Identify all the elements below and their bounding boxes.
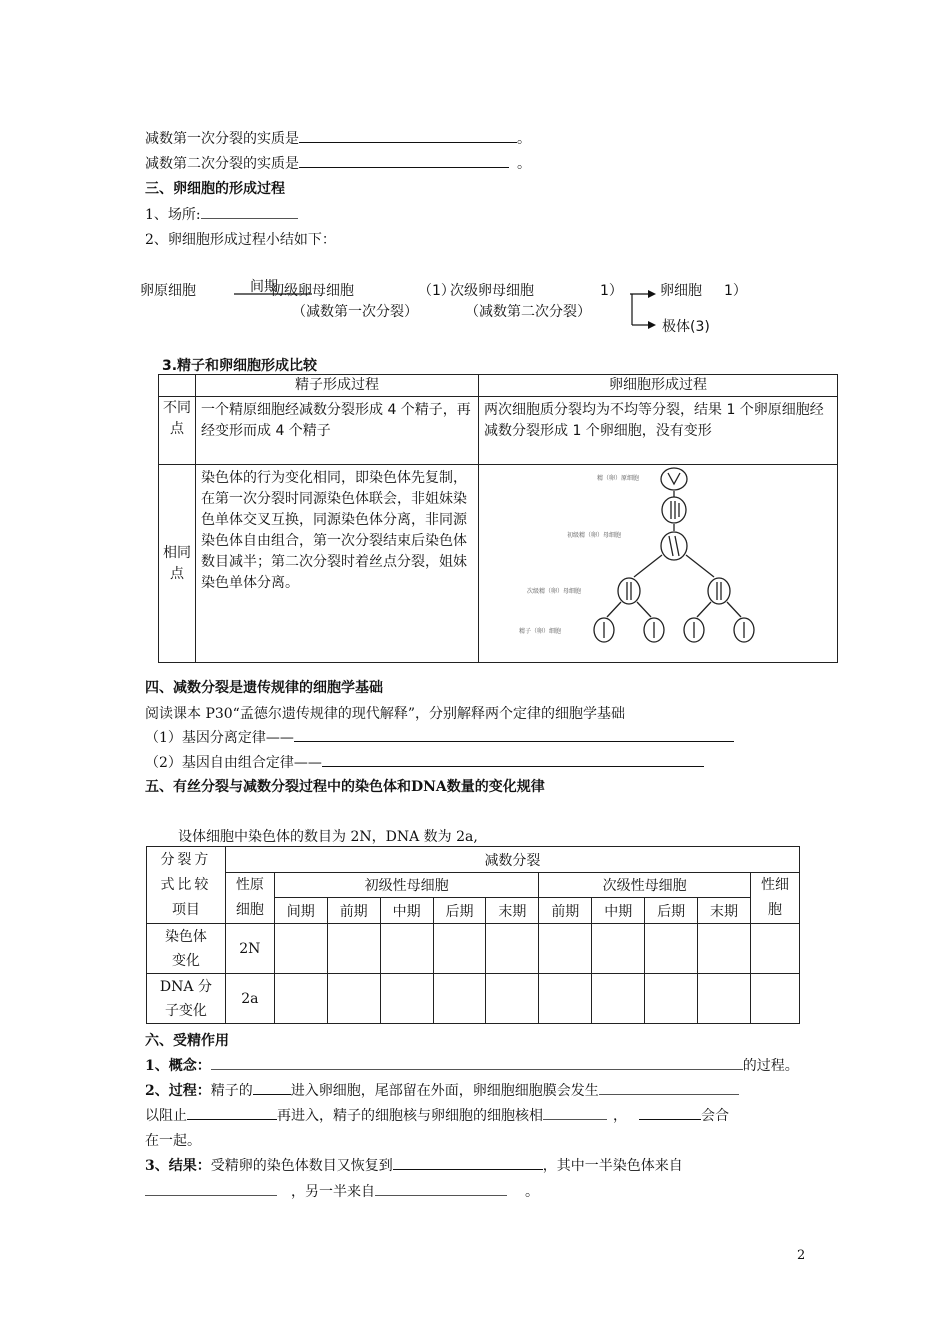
compare-header-sperm: 精子形成过程 xyxy=(196,375,479,397)
summary-line: 2、卵细胞形成过程小结如下： xyxy=(145,232,336,248)
concept-end: 的过程。 xyxy=(742,1058,799,1074)
diagram-label-origin: 精（卵）原细胞 xyxy=(597,475,640,482)
process-text-a: 精子的 xyxy=(210,1083,253,1099)
corner-line-3: 项目 xyxy=(171,901,200,918)
table-cell[interactable] xyxy=(698,974,751,1024)
diagram-label-primary: 初级精（卵）母细胞 xyxy=(567,532,622,539)
process-blank-4[interactable] xyxy=(543,1105,607,1120)
process-comma: ， xyxy=(613,1108,627,1124)
cell-secondary-b xyxy=(708,578,730,604)
meiosis-2-blank[interactable] xyxy=(299,153,509,168)
table-cell[interactable] xyxy=(486,924,539,974)
meiosis-1-essence-label: 减数第一次分裂的实质是 xyxy=(145,131,299,147)
cell-primary xyxy=(661,532,687,560)
process-text-c: 以阻止 xyxy=(145,1108,187,1124)
table-cell[interactable] xyxy=(698,924,751,974)
row-chromosome-line-1: 染色体 xyxy=(164,928,207,945)
phase-secondary-prophase: 前期 xyxy=(539,898,592,924)
segregation-law-label: （1）基因分离定律—— xyxy=(145,730,294,746)
cell-secondary-a xyxy=(618,578,640,604)
flow-count-1: （1） xyxy=(418,283,455,299)
process-line-3: 在一起。 xyxy=(145,1133,201,1149)
sex-origin-line-1: 性原 xyxy=(235,877,264,893)
table-cell[interactable] xyxy=(539,974,592,1024)
phase-primary-anaphase: 后期 xyxy=(433,898,486,924)
segregation-law-line xyxy=(145,727,734,747)
section4-heading: 四、减数分裂是遗传规律的细胞学基础 xyxy=(145,680,383,696)
section6-heading: 六、受精作用 xyxy=(145,1033,229,1049)
meiosis-2-essence-line xyxy=(145,153,531,173)
table-corner xyxy=(147,847,226,924)
sex-origin-line-2: 细胞 xyxy=(235,902,264,918)
sex-origin-header xyxy=(225,873,274,924)
flow-oogonium: 卵原细胞 xyxy=(140,283,196,299)
flow-interphase: 间期 xyxy=(250,279,278,295)
chromosome-gametes xyxy=(604,622,744,638)
location-line xyxy=(145,204,298,224)
section3-heading: 三、卵细胞的形成过程 xyxy=(145,181,285,197)
process-text-e: 会合 xyxy=(701,1108,729,1124)
independent-law-line xyxy=(145,752,704,772)
flow-meiosis-2-label: （减数第二次分裂） xyxy=(465,304,591,320)
process-text-d: 再进入，精子的细胞核与卵细胞的细胞核相 xyxy=(277,1108,543,1124)
result-text-d: 。 xyxy=(525,1184,539,1200)
result-line-1 xyxy=(145,1155,683,1175)
corner-line-2: 式比较 xyxy=(160,876,212,893)
phase-secondary-telophase: 末期 xyxy=(698,898,751,924)
segregation-law-blank[interactable] xyxy=(294,727,734,742)
table-cell[interactable] xyxy=(592,974,645,1024)
flow-polar-body: 极体(3) xyxy=(662,319,710,335)
meiosis-2-period: 。 xyxy=(517,156,531,172)
phase-secondary-anaphase: 后期 xyxy=(645,898,698,924)
table-cell[interactable] xyxy=(592,924,645,974)
location-label: 1、场所: xyxy=(145,207,201,223)
result-blank-2[interactable] xyxy=(145,1181,277,1196)
table-cell[interactable] xyxy=(750,924,799,974)
row-chromosome-line-2: 变化 xyxy=(171,952,200,969)
row-chromosome-label xyxy=(147,924,226,974)
result-text-b: ，其中一半染色体来自 xyxy=(542,1158,683,1174)
meiosis-1-blank[interactable] xyxy=(299,128,517,143)
table-cell[interactable] xyxy=(380,974,433,1024)
row-dna-label xyxy=(147,974,226,1024)
cell-origin xyxy=(661,468,687,490)
flow-count-2: 1） xyxy=(600,283,623,299)
result-blank-1[interactable] xyxy=(393,1155,543,1170)
process-blank-5[interactable] xyxy=(639,1105,701,1120)
result-label: 3、结果： xyxy=(145,1158,211,1174)
result-text-c: ，另一半来自 xyxy=(291,1184,375,1200)
table-cell[interactable] xyxy=(645,924,698,974)
same-label: 相同点 xyxy=(159,465,196,663)
process-label: 2、过程： xyxy=(145,1083,211,1099)
chromosome-primary xyxy=(669,536,679,556)
independent-law-blank[interactable] xyxy=(322,752,704,767)
section5-heading: 五、有丝分裂与减数分裂过程中的染色体和DNA数量的变化规律 xyxy=(145,779,545,795)
table-cell[interactable] xyxy=(750,974,799,1024)
meiosis-diagram-cell xyxy=(479,465,838,663)
process-text-b: 进入卵细胞，尾部留在外面，卵细胞细胞膜会发生 xyxy=(290,1083,599,1099)
table-cell[interactable] xyxy=(433,974,486,1024)
compare-header-egg: 卵细胞形成过程 xyxy=(479,375,838,397)
location-blank[interactable] xyxy=(201,204,298,219)
compare-table xyxy=(158,374,838,663)
table-cell[interactable] xyxy=(274,924,327,974)
secondary-header: 次级性母细胞 xyxy=(539,873,751,898)
row-dna-line-1: DNA 分 xyxy=(159,978,212,995)
result-line-2 xyxy=(145,1181,539,1201)
meiosis-1-period: 。 xyxy=(517,131,531,147)
concept-label: 1、概念： xyxy=(145,1058,211,1074)
table-cell[interactable] xyxy=(486,974,539,1024)
section4-instruction: 阅读课本 P30“孟德尔遗传规律的现代解释”，分别解释两个定律的细胞学基础 xyxy=(145,706,625,722)
table-cell[interactable] xyxy=(327,974,380,1024)
sex-cell-line-2: 胞 xyxy=(767,902,782,918)
phase-secondary-metaphase: 中期 xyxy=(592,898,645,924)
chromosome-replicated xyxy=(671,501,679,519)
flow-primary-oocyte: 初级卵母细胞 xyxy=(270,283,354,299)
process-blank-1[interactable] xyxy=(253,1080,291,1095)
section5-intro: 设体细胞中染色体的数目为 2N，DNA 数为 2a, xyxy=(178,829,478,845)
meiosis-1-essence-line xyxy=(145,128,531,148)
row-dna-line-2: 子变化 xyxy=(164,1002,207,1019)
phase-primary-telophase: 末期 xyxy=(486,898,539,924)
chromosome-origin xyxy=(668,473,680,484)
independent-law-label: （2）基因自由组合定律—— xyxy=(145,755,322,771)
primary-header: 初级性母细胞 xyxy=(274,873,539,898)
compare-corner xyxy=(159,375,196,397)
diagram-label-gamete: 精子（卵）细胞 xyxy=(519,628,562,635)
corner-line-1: 分裂方 xyxy=(160,851,212,868)
table-cell[interactable] xyxy=(327,924,380,974)
flow-secondary-oocyte: 次级卵母细胞 xyxy=(450,283,534,299)
diagram-label-secondary: 次级精（卵）母细胞 xyxy=(527,588,582,595)
result-text-a: 受精卵的染色体数目又恢复到 xyxy=(210,1158,393,1174)
diff-label: 不同点 xyxy=(159,397,196,465)
process-line-2 xyxy=(145,1105,729,1125)
chromosome-secondary-a xyxy=(627,582,631,600)
chromosome-secondary-b xyxy=(717,582,721,600)
table-cell[interactable] xyxy=(539,924,592,974)
sex-cell-header xyxy=(750,873,799,924)
process-line-1 xyxy=(145,1080,739,1100)
concept-blank[interactable] xyxy=(211,1055,743,1070)
page-number: 2 xyxy=(797,1248,806,1263)
table-cell[interactable] xyxy=(380,924,433,974)
phase-primary-interphase: 间期 xyxy=(274,898,327,924)
meiosis-2-essence-label: 减数第二次分裂的实质是 xyxy=(145,156,299,172)
concept-line xyxy=(145,1055,799,1075)
process-blank-3[interactable] xyxy=(187,1105,277,1120)
same-text: 染色体的行为变化相同，即染色体先复制，在第一次分裂时同源染色体联会，非姐妹染色单体交叉互换，同源染色体分离，非同源染色体自由组合，第一次分裂结束后染色体数目减半；第二次分裂时着丝点分裂，姐妹染色单体分离。 xyxy=(196,465,479,663)
diff-egg: 两次细胞质分裂均为不均等分裂，结果 1 个卵原细胞经减数分裂形成 1 个卵细胞，没有变形 xyxy=(479,397,838,465)
result-blank-3[interactable] xyxy=(375,1181,507,1196)
chromosome-dna-table xyxy=(146,846,800,1024)
meiosis-diagram xyxy=(479,465,819,655)
table-cell[interactable] xyxy=(433,924,486,974)
table-cell[interactable] xyxy=(645,974,698,1024)
process-blank-2[interactable] xyxy=(599,1080,739,1095)
sex-cell-line-1: 性细 xyxy=(760,877,789,893)
diff-sperm: 一个精原细胞经减数分裂形成 4 个精子，再经变形而成 4 个精子 xyxy=(196,397,479,465)
row-chromosome-value: 2N xyxy=(225,924,274,974)
row-dna-value: 2a xyxy=(225,974,274,1024)
phase-primary-metaphase: 中期 xyxy=(380,898,433,924)
meiosis-header: 减数分裂 xyxy=(225,847,799,873)
table-cell[interactable] xyxy=(274,974,327,1024)
phase-primary-prophase: 前期 xyxy=(327,898,380,924)
flow-ovum: 卵细胞 xyxy=(660,283,702,299)
flow-meiosis-1-label: （减数第一次分裂） xyxy=(292,304,418,320)
cell-replicated xyxy=(662,497,686,523)
flow-count-3: 1） xyxy=(724,283,747,299)
compare-title: 3.精子和卵细胞形成比较 xyxy=(162,358,318,374)
